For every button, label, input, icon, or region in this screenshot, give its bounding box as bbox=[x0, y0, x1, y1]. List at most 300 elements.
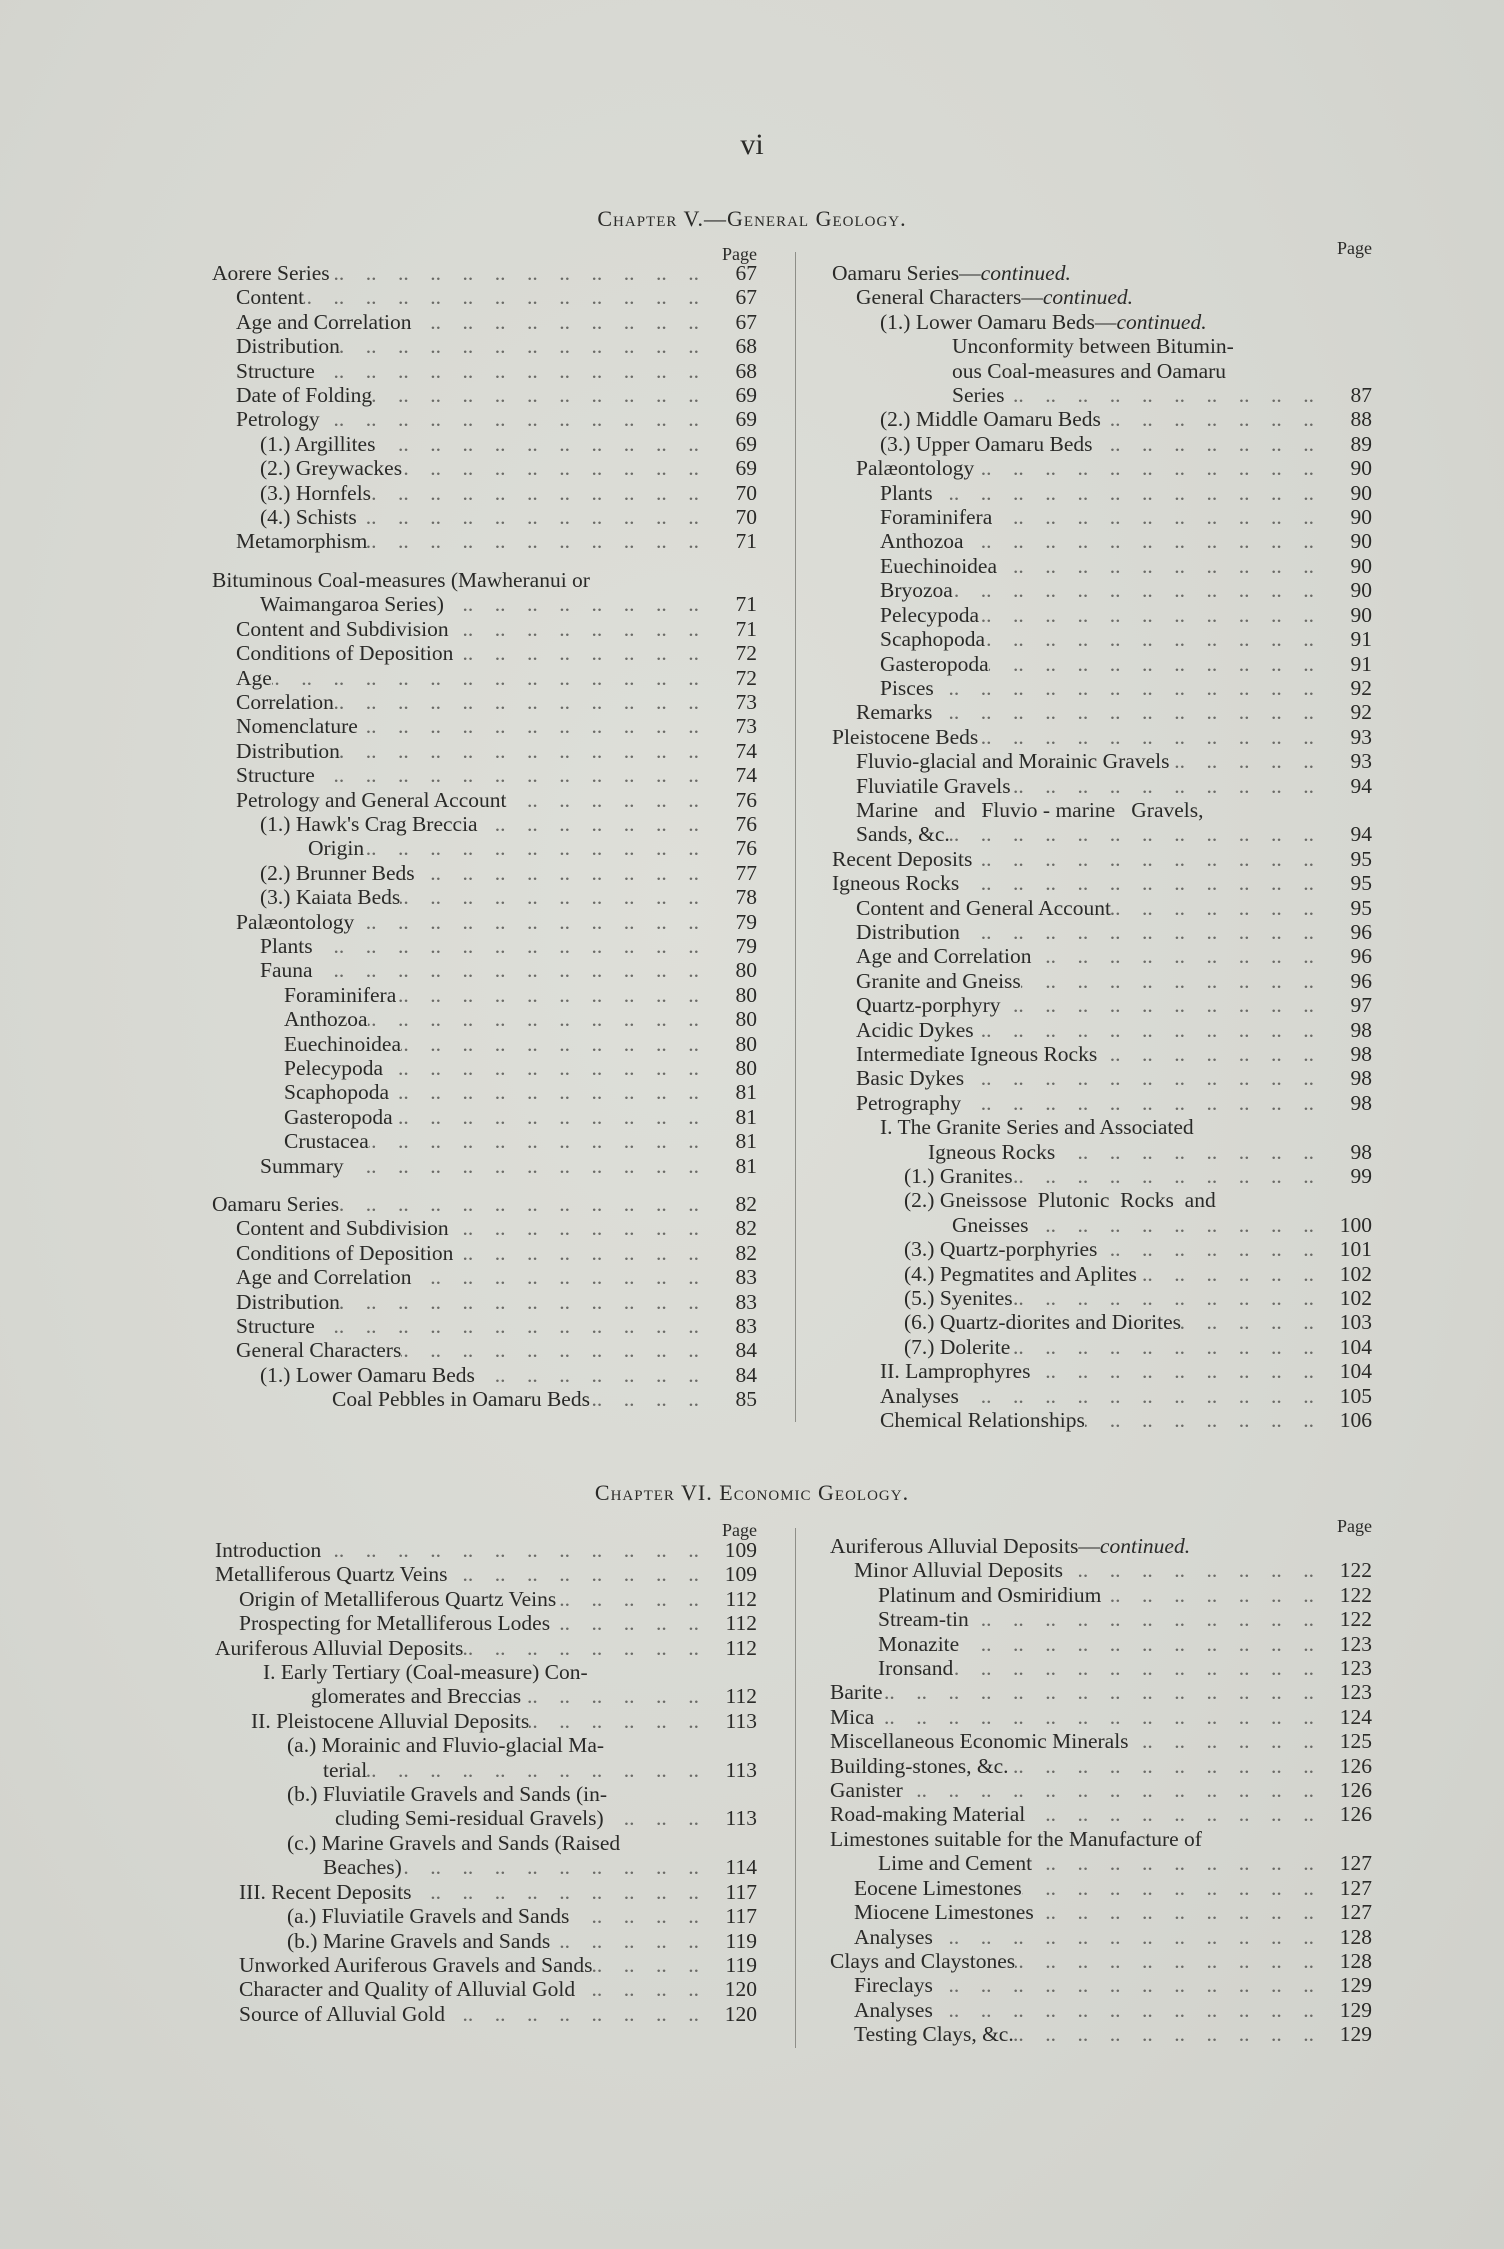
toc-entry[interactable] bbox=[832, 847, 1372, 871]
toc-entry[interactable] bbox=[215, 1709, 757, 1733]
toc-entry[interactable] bbox=[212, 1105, 757, 1129]
toc-entry[interactable] bbox=[832, 1384, 1372, 1408]
toc-entry[interactable] bbox=[832, 920, 1372, 944]
toc-page-number: 70 bbox=[735, 505, 757, 530]
toc-entry[interactable] bbox=[212, 359, 757, 383]
toc-page-number: 67 bbox=[735, 261, 757, 285]
toc-entry-title: Fauna bbox=[260, 958, 313, 983]
dot-leader bbox=[1014, 2022, 1318, 2046]
toc-page-number: 68 bbox=[735, 334, 757, 359]
toc-page-number: 93 bbox=[1350, 749, 1372, 774]
toc-entry[interactable] bbox=[212, 432, 757, 456]
toc-page-number: 98 bbox=[1350, 1017, 1372, 1042]
toc-entry[interactable] bbox=[212, 261, 757, 285]
toc-page-number: 99 bbox=[1350, 1164, 1372, 1189]
toc-page-number: 96 bbox=[1350, 944, 1372, 969]
toc-page-number: 103 bbox=[1339, 1310, 1372, 1335]
toc-page-number: 73 bbox=[735, 689, 757, 714]
chapter-6-left-column bbox=[215, 1522, 757, 2026]
toc-entry[interactable] bbox=[830, 1583, 1372, 1607]
toc-entry-title: Pelecypoda bbox=[284, 1056, 384, 1080]
toc-entry-title: Auriferous Alluvial Deposits bbox=[215, 1635, 464, 1660]
toc-entry-title: Oamaru Series bbox=[212, 1192, 340, 1217]
toc-entry-title: Anthozoa bbox=[880, 529, 964, 554]
toc-page-number: 129 bbox=[1339, 1973, 1372, 1998]
toc-entry[interactable] bbox=[832, 1262, 1372, 1286]
toc-entry[interactable] bbox=[832, 774, 1372, 798]
dot-leader bbox=[1101, 407, 1318, 431]
dot-leader bbox=[961, 1091, 1318, 1115]
toc-page-number: 120 bbox=[724, 1977, 757, 2002]
toc-entry-title: (a.) Fluviatile Gravels and Sands bbox=[287, 1904, 570, 1929]
toc-entry[interactable] bbox=[832, 578, 1372, 602]
dot-leader bbox=[933, 1925, 1318, 1949]
toc-entry[interactable] bbox=[212, 1265, 757, 1289]
toc-entry[interactable] bbox=[830, 1925, 1372, 1949]
toc-entry-title: cluding Semi-residual Gravels) bbox=[335, 1806, 604, 1831]
toc-entry[interactable] bbox=[832, 505, 1372, 529]
toc-entry[interactable] bbox=[832, 725, 1372, 749]
toc-entry[interactable] bbox=[830, 1705, 1372, 1729]
toc-page-number: 78 bbox=[735, 885, 757, 910]
toc-entry[interactable] bbox=[212, 885, 757, 909]
toc-page-number: 122 bbox=[1339, 1607, 1372, 1632]
toc-page-number: 71 bbox=[735, 529, 757, 554]
dot-leader bbox=[1093, 432, 1318, 456]
toc-entry-title: Content bbox=[236, 285, 305, 310]
dot-leader bbox=[401, 1032, 703, 1056]
toc-entry-title: Correlation bbox=[236, 689, 334, 714]
toc-entry[interactable] bbox=[212, 505, 757, 529]
toc-entry[interactable] bbox=[832, 554, 1372, 578]
dot-leader bbox=[444, 592, 703, 616]
toc-entry[interactable] bbox=[832, 652, 1372, 676]
toc-entry[interactable] bbox=[832, 822, 1372, 846]
toc-entry[interactable] bbox=[212, 763, 757, 787]
toc-entry[interactable] bbox=[212, 1192, 757, 1216]
toc-entry[interactable] bbox=[830, 1973, 1372, 1997]
toc-entry[interactable] bbox=[830, 1900, 1372, 1924]
toc-entry[interactable] bbox=[212, 285, 757, 309]
toc-entry[interactable] bbox=[212, 1314, 757, 1338]
toc-entry[interactable] bbox=[212, 456, 757, 480]
dot-leader bbox=[315, 359, 703, 383]
toc-entry[interactable] bbox=[830, 1558, 1372, 1582]
toc-entry[interactable] bbox=[832, 529, 1372, 553]
dot-leader bbox=[389, 1080, 703, 1104]
toc-entry[interactable] bbox=[212, 958, 757, 982]
toc-entry[interactable] bbox=[832, 993, 1372, 1017]
toc-heading-line bbox=[832, 1115, 1372, 1139]
toc-entry[interactable] bbox=[212, 739, 757, 763]
toc-page-number: 72 bbox=[735, 641, 757, 666]
toc-entry[interactable] bbox=[832, 1359, 1372, 1383]
toc-entry[interactable] bbox=[830, 1754, 1372, 1778]
toc-entry[interactable] bbox=[830, 1632, 1372, 1656]
toc-entry[interactable] bbox=[215, 1538, 757, 1562]
toc-entry[interactable] bbox=[832, 1042, 1372, 1066]
toc-page-number: 81 bbox=[735, 1153, 757, 1178]
toc-page-number: 124 bbox=[1339, 1704, 1372, 1729]
toc-entry[interactable] bbox=[212, 1290, 757, 1314]
toc-entry[interactable] bbox=[212, 1387, 757, 1411]
toc-page-number: 92 bbox=[1350, 700, 1372, 725]
toc-entry[interactable] bbox=[212, 690, 757, 714]
toc-entry[interactable] bbox=[212, 641, 757, 665]
toc-entry[interactable] bbox=[212, 934, 757, 958]
toc-page-number: 83 bbox=[735, 1314, 757, 1339]
toc-page-number: 91 bbox=[1350, 651, 1372, 676]
toc-heading-line bbox=[215, 1733, 757, 1757]
toc-entry-title: Monazite bbox=[878, 1631, 960, 1656]
toc-entry-title: (3.) Quartz-porphyries bbox=[904, 1237, 1098, 1262]
page-column-label: Page bbox=[1337, 1516, 1372, 1536]
toc-entry[interactable] bbox=[212, 714, 757, 738]
toc-entry[interactable] bbox=[212, 1007, 757, 1031]
toc-entry[interactable] bbox=[215, 1953, 757, 1977]
toc-text: I. Early Tertiary (Coal-measure) Con- bbox=[263, 1660, 588, 1685]
toc-entry-title: Anthozoa bbox=[284, 1007, 368, 1032]
dot-leader bbox=[1034, 1900, 1318, 1924]
toc-entry-title: Content and General Account bbox=[856, 895, 1111, 920]
toc-entry[interactable] bbox=[832, 603, 1372, 627]
toc-page-number: 112 bbox=[725, 1586, 757, 1611]
toc-entry[interactable] bbox=[215, 1929, 757, 1953]
dot-leader bbox=[375, 432, 703, 456]
dot-leader bbox=[372, 383, 703, 407]
toc-entry-title: Petrology and General Account bbox=[236, 787, 507, 812]
toc-entry-title: Platinum and Osmiridium bbox=[878, 1582, 1102, 1607]
toc-page-number: 71 bbox=[735, 592, 757, 617]
toc-entry-title: Distribution bbox=[236, 1289, 340, 1314]
toc-page-number: 90 bbox=[1350, 505, 1372, 530]
dot-leader bbox=[953, 578, 1318, 602]
toc-page-number: 91 bbox=[1350, 627, 1372, 652]
toc-page-number: 128 bbox=[1339, 1948, 1372, 1973]
toc-entry[interactable] bbox=[832, 481, 1372, 505]
toc-entry[interactable] bbox=[830, 2022, 1372, 2046]
toc-entry-title: Waimangaroa Series) bbox=[260, 592, 444, 617]
toc-entry[interactable] bbox=[212, 983, 757, 1007]
dot-leader bbox=[556, 1587, 703, 1611]
toc-entry[interactable] bbox=[212, 1129, 757, 1153]
chapter-6-right-column bbox=[830, 1518, 1372, 2047]
toc-page-number: 102 bbox=[1339, 1286, 1372, 1311]
dot-leader bbox=[933, 1973, 1318, 1997]
toc-entry-title: Date of Folding bbox=[236, 383, 373, 408]
dot-leader bbox=[1129, 1729, 1318, 1753]
dot-leader bbox=[369, 1129, 703, 1153]
toc-entry-title: Igneous Rocks bbox=[928, 1139, 1056, 1164]
toc-page-number: 94 bbox=[1350, 773, 1372, 798]
toc-entry[interactable] bbox=[212, 310, 757, 334]
dot-leader bbox=[969, 1607, 1318, 1631]
toc-entry-title: Metamorphism bbox=[236, 529, 368, 554]
toc-heading-line bbox=[832, 798, 1372, 822]
dot-leader bbox=[1010, 1335, 1318, 1359]
toc-entry-title: Euechinoidea bbox=[284, 1031, 402, 1056]
dot-leader bbox=[959, 1384, 1318, 1408]
toc-entry-title: Ganister bbox=[830, 1778, 903, 1803]
toc-page-number: 109 bbox=[724, 1562, 757, 1587]
section-gap bbox=[212, 1178, 757, 1192]
toc-heading-line bbox=[212, 568, 757, 592]
toc-page-number: 117 bbox=[725, 1904, 757, 1929]
toc-page-number: 119 bbox=[725, 1952, 757, 1977]
toc-entry[interactable] bbox=[212, 617, 757, 641]
toc-entry[interactable] bbox=[212, 666, 757, 690]
toc-entry[interactable] bbox=[215, 1855, 757, 1879]
toc-entry[interactable] bbox=[212, 383, 757, 407]
toc-entry[interactable] bbox=[212, 1056, 757, 1080]
dot-leader bbox=[330, 261, 703, 285]
toc-entry[interactable] bbox=[832, 676, 1372, 700]
toc-entry[interactable] bbox=[215, 1977, 757, 2001]
toc-entry[interactable] bbox=[212, 1080, 757, 1104]
toc-entry-title: (2.) Brunner Beds bbox=[260, 860, 415, 885]
toc-page-number: 67 bbox=[735, 309, 757, 334]
toc-entry[interactable] bbox=[212, 1154, 757, 1178]
toc-page-number: 113 bbox=[725, 1757, 757, 1782]
dot-leader bbox=[393, 1105, 703, 1129]
page-number: vi bbox=[740, 128, 764, 161]
toc-entry[interactable] bbox=[832, 896, 1372, 920]
toc-entry[interactable] bbox=[830, 1802, 1372, 1826]
toc-entry-title: Plants bbox=[260, 933, 313, 958]
toc-page-number: 94 bbox=[1350, 822, 1372, 847]
toc-page-number: 96 bbox=[1350, 919, 1372, 944]
dot-leader bbox=[529, 1709, 703, 1733]
toc-page-number: 76 bbox=[735, 787, 757, 812]
toc-page-number: 87 bbox=[1350, 383, 1372, 408]
dot-leader bbox=[506, 788, 703, 812]
toc-entry[interactable] bbox=[830, 1876, 1372, 1900]
toc-entry[interactable] bbox=[832, 456, 1372, 480]
toc-entry-title: Gneisses bbox=[952, 1212, 1029, 1237]
toc-page-number: 68 bbox=[735, 358, 757, 383]
dot-leader bbox=[453, 641, 703, 665]
dot-leader bbox=[903, 1778, 1318, 1802]
toc-entry[interactable] bbox=[212, 1338, 757, 1362]
toc-page-number: 101 bbox=[1339, 1237, 1372, 1262]
toc-entry-title: Structure bbox=[236, 1314, 315, 1339]
toc-heading-line bbox=[832, 1188, 1372, 1212]
toc-entry[interactable] bbox=[830, 1680, 1372, 1704]
toc-entry-title: Age and Correlation bbox=[236, 1265, 412, 1290]
page-column-label: Page bbox=[1337, 238, 1372, 258]
toc-entry[interactable] bbox=[832, 700, 1372, 724]
toc-entry[interactable] bbox=[832, 944, 1372, 968]
toc-entry-title: (2.) Middle Oamaru Beds bbox=[880, 407, 1101, 432]
toc-entry-title: Sands, &c. bbox=[856, 822, 950, 847]
dot-leader bbox=[1097, 1042, 1318, 1066]
toc-entry[interactable] bbox=[212, 836, 757, 860]
toc-text: (1.) Lower Oamaru Beds— bbox=[880, 309, 1117, 334]
toc-page-number: 73 bbox=[735, 714, 757, 739]
toc-entry[interactable] bbox=[215, 1611, 757, 1635]
toc-entry[interactable] bbox=[212, 529, 757, 553]
toc-entry[interactable] bbox=[830, 1656, 1372, 1680]
toc-page-number: 69 bbox=[735, 383, 757, 408]
toc-entry[interactable] bbox=[212, 1241, 757, 1265]
toc-entry-title: Pelecypoda bbox=[880, 602, 980, 627]
toc-entry[interactable] bbox=[832, 1213, 1372, 1237]
toc-entry[interactable] bbox=[832, 1091, 1372, 1115]
dot-leader bbox=[575, 1977, 703, 2001]
toc-entry[interactable] bbox=[832, 871, 1372, 895]
dot-leader bbox=[368, 1007, 703, 1031]
toc-page-number: 79 bbox=[735, 933, 757, 958]
toc-entry[interactable] bbox=[212, 1363, 757, 1387]
toc-page-number: 82 bbox=[735, 1216, 757, 1241]
dot-leader bbox=[1025, 1802, 1318, 1826]
toc-entry-title: II. Lamprophyres bbox=[880, 1359, 1031, 1384]
toc-entry-title: Fluvio-glacial and Morainic Gravels bbox=[856, 749, 1170, 774]
toc-entry[interactable] bbox=[212, 407, 757, 431]
toc-entry[interactable] bbox=[215, 2002, 757, 2026]
toc-heading-line bbox=[830, 1534, 1372, 1558]
dot-leader bbox=[933, 481, 1318, 505]
toc-page-number: 112 bbox=[725, 1611, 757, 1636]
toc-entry[interactable] bbox=[832, 749, 1372, 773]
toc-text: (a.) Morainic and Fluvio-glacial Ma- bbox=[287, 1733, 605, 1758]
dot-leader bbox=[1028, 1213, 1318, 1237]
toc-entry[interactable] bbox=[832, 1140, 1372, 1164]
toc-entry-title: Bryozoa bbox=[880, 578, 953, 603]
toc-entry-title: Beaches) bbox=[323, 1855, 402, 1880]
toc-entry[interactable] bbox=[212, 1216, 757, 1240]
dot-leader bbox=[447, 1562, 703, 1586]
toc-entry[interactable] bbox=[215, 1562, 757, 1586]
dot-leader bbox=[1137, 1262, 1318, 1286]
toc-entry-title: Recent Deposits bbox=[832, 846, 973, 871]
page-column-label: Page bbox=[722, 244, 757, 264]
dot-leader bbox=[959, 1632, 1318, 1656]
toc-entry[interactable] bbox=[830, 1778, 1372, 1802]
toc-entry[interactable] bbox=[830, 1729, 1372, 1753]
toc-entry[interactable] bbox=[215, 1806, 757, 1830]
toc-text: General Characters— bbox=[856, 285, 1043, 310]
toc-entry[interactable] bbox=[832, 1066, 1372, 1090]
dot-leader bbox=[315, 1314, 703, 1338]
dot-leader bbox=[400, 885, 703, 909]
dot-leader bbox=[550, 1611, 703, 1635]
toc-entry[interactable] bbox=[212, 334, 757, 358]
toc-entry-title: Scaphopoda bbox=[284, 1080, 390, 1105]
toc-entry[interactable] bbox=[830, 1949, 1372, 1973]
dot-leader bbox=[932, 700, 1318, 724]
toc-entry-title: Miscellaneous Economic Minerals bbox=[830, 1729, 1129, 1754]
toc-entry[interactable] bbox=[830, 1851, 1372, 1875]
toc-entry[interactable] bbox=[212, 910, 757, 934]
toc-entry[interactable] bbox=[832, 383, 1372, 407]
toc-page-number: 109 bbox=[724, 1538, 757, 1562]
toc-entry[interactable] bbox=[830, 1607, 1372, 1631]
toc-entry[interactable] bbox=[832, 627, 1372, 651]
toc-page-number: 127 bbox=[1339, 1900, 1372, 1925]
toc-entry-title: Source of Alluvial Gold bbox=[239, 2001, 446, 2026]
toc-entry[interactable] bbox=[832, 1018, 1372, 1042]
dot-leader bbox=[371, 481, 703, 505]
toc-entry-title: Nomenclature bbox=[236, 714, 358, 739]
toc-entry[interactable] bbox=[212, 788, 757, 812]
toc-entry-title: Origin of Metalliferous Quartz Veins bbox=[239, 1586, 557, 1611]
dot-leader bbox=[357, 505, 703, 529]
toc-text: Marine and Fluvio - marine Gravels, bbox=[856, 797, 1204, 822]
toc-entry[interactable] bbox=[832, 407, 1372, 431]
toc-entry[interactable] bbox=[215, 1636, 757, 1660]
dot-leader bbox=[340, 334, 703, 358]
dot-leader bbox=[1169, 749, 1318, 773]
toc-entry-title: Content and Subdivision bbox=[236, 1216, 449, 1241]
toc-entry-title: Conditions of Deposition bbox=[236, 1240, 454, 1265]
toc-entry[interactable] bbox=[212, 812, 757, 836]
toc-entry[interactable] bbox=[215, 1684, 757, 1708]
toc-page-number: 104 bbox=[1339, 1334, 1372, 1359]
toc-page-number: 84 bbox=[735, 1338, 757, 1363]
toc-text: (b.) Fluviatile Gravels and Sands (in- bbox=[287, 1782, 608, 1807]
toc-entry[interactable] bbox=[212, 481, 757, 505]
toc-text: Auriferous Alluvial Deposits— bbox=[830, 1534, 1100, 1558]
toc-entry[interactable] bbox=[215, 1880, 757, 1904]
toc-entry[interactable] bbox=[830, 1998, 1372, 2022]
toc-page-number: 123 bbox=[1339, 1680, 1372, 1705]
toc-entry[interactable] bbox=[832, 1237, 1372, 1261]
toc-entry[interactable] bbox=[832, 432, 1372, 456]
toc-heading-line bbox=[832, 359, 1372, 383]
toc-entry[interactable] bbox=[832, 1286, 1372, 1310]
toc-page-number: 120 bbox=[724, 2001, 757, 2026]
toc-page-number: 129 bbox=[1339, 2022, 1372, 2047]
dot-leader bbox=[933, 1998, 1318, 2022]
toc-text: ous Coal-measures and Oamaru bbox=[952, 358, 1227, 383]
toc-entry[interactable] bbox=[832, 1164, 1372, 1188]
dot-leader bbox=[592, 1953, 703, 1977]
toc-entry[interactable] bbox=[212, 861, 757, 885]
toc-heading-line bbox=[215, 1782, 757, 1806]
toc-entry[interactable] bbox=[832, 1408, 1372, 1432]
column-divider bbox=[795, 252, 796, 1422]
toc-page-number: 81 bbox=[735, 1080, 757, 1105]
dot-leader bbox=[272, 666, 703, 690]
dot-leader bbox=[1101, 1583, 1318, 1607]
dot-leader bbox=[974, 1018, 1318, 1042]
dot-leader bbox=[340, 739, 703, 763]
dot-leader bbox=[315, 763, 703, 787]
toc-page-number: 89 bbox=[1350, 431, 1372, 456]
toc-page-number: 81 bbox=[735, 1129, 757, 1154]
toc-entry[interactable] bbox=[212, 592, 757, 616]
dot-leader bbox=[383, 1056, 703, 1080]
toc-entry[interactable] bbox=[215, 1587, 757, 1611]
toc-entry-title: Gasteropoda bbox=[284, 1104, 393, 1129]
toc-page-number: 113 bbox=[725, 1806, 757, 1831]
toc-entry[interactable] bbox=[215, 1758, 757, 1782]
toc-entry[interactable] bbox=[212, 1032, 757, 1056]
dot-leader bbox=[478, 812, 703, 836]
toc-page-number: 122 bbox=[1339, 1582, 1372, 1607]
toc-entry[interactable] bbox=[832, 969, 1372, 993]
toc-entry[interactable] bbox=[832, 1335, 1372, 1359]
toc-entry[interactable] bbox=[215, 1904, 757, 1928]
dot-leader bbox=[590, 1387, 703, 1411]
toc-page-number: 105 bbox=[1339, 1383, 1372, 1408]
toc-text: Bituminous Coal-measures (Mawheranui or bbox=[212, 567, 590, 592]
toc-entry[interactable] bbox=[832, 1310, 1372, 1334]
toc-entry-title: Gasteropoda bbox=[880, 651, 989, 676]
dot-leader bbox=[978, 725, 1318, 749]
toc-page-number: 90 bbox=[1350, 602, 1372, 627]
